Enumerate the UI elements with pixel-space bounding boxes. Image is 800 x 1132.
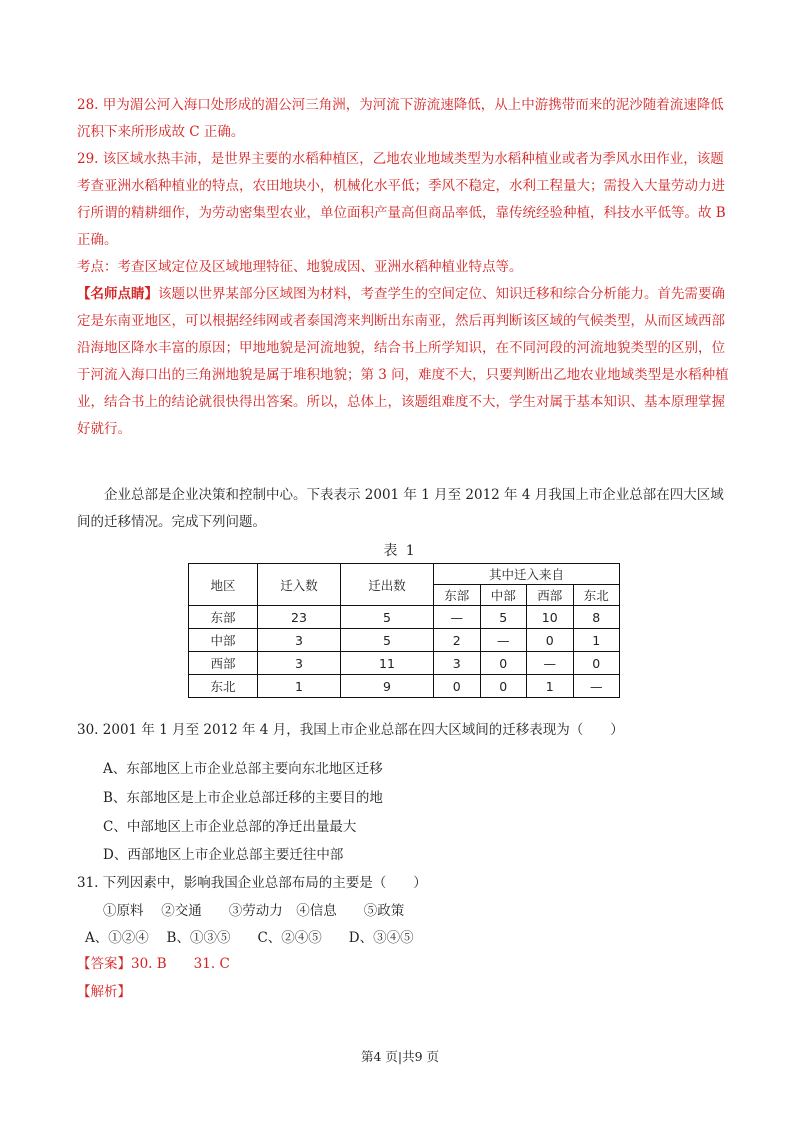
subheader-northeast: 东北 [573, 585, 620, 606]
cell: — [434, 606, 481, 629]
header-region: 地区 [189, 564, 258, 606]
page-footer: 第4 页|共9 页 [360, 1049, 440, 1064]
cell: 11 [341, 652, 434, 675]
q31-factors: ①原料 ②交通 ③劳动力 ④信息 ⑤政策 [103, 903, 405, 919]
analysis-label-text: 【解析】 [77, 984, 131, 1000]
cell: 8 [573, 606, 620, 629]
intro-paragraph: 企业总部是企业决策和控制中心。下表表示 2001 年 1 月至 2012 年 4 月我国上市企业总部在四大区域间的迁移情况。完成下列问题。 [77, 487, 724, 530]
answer-value: 30. B 31. C [131, 956, 230, 972]
cell: 0 [480, 652, 527, 675]
cell: 5 [341, 606, 434, 629]
table-row [189, 606, 620, 629]
table-title: 表 1 [383, 543, 417, 559]
explanation-kaodian: 考点：考查区域定位及区域地理特征、地貌成因、亚洲水稻种植业特点等。 [77, 259, 523, 275]
cell: 0 [573, 652, 620, 675]
cell: 1 [573, 629, 620, 652]
cell: 3 [258, 629, 341, 652]
cell: 5 [480, 606, 527, 629]
explanation-q28: 28. 甲为湄公河入海口处形成的湄公河三角洲，为河流下游流速降低，从上中游携带而来的泥沙随着流速降低沉积下来所形成故 C 正确。 [77, 97, 724, 140]
dianjing-text: 该题以世界某部分区域图为材料，考查学生的空间定位、知识迁移和综合分析能力。首先需要确定是东南亚地区，可以根据经纬网或者泰国湾来判断出东南亚，然后再判断该区域的气候类型，从而区域西部沿海地区降水丰富的原因；甲地地貌是河流地貌，结合书上所学知识，在不同河段的河流地貌类型的区别，位于河流入海口出的三角洲地貌是属于堆积地貌；第 3 问，难度不大，只要判断出乙地农业地域类型是水稻种植业，结合书上的结论就很快得出答案。所以，总体上，该题组难度不大，学生对属于基本知识、基本原理掌握好就行。 [77, 286, 729, 437]
cell: 3 [434, 652, 481, 675]
cell: 中部 [189, 629, 258, 652]
header-in: 迁入数 [258, 564, 341, 606]
answer-label: 【答案】 [77, 956, 131, 972]
cell: 9 [341, 675, 434, 698]
cell: 23 [258, 606, 341, 629]
cell: 10 [527, 606, 574, 629]
cell: 2 [434, 629, 481, 652]
cell: 东部 [189, 606, 258, 629]
q30-option-c: C、中部地区上市企业总部的净迁出量最大 [103, 819, 357, 835]
cell: 0 [527, 629, 574, 652]
table-row [189, 675, 620, 698]
q30-option-d: D、西部地区上市企业总部主要迁往中部 [103, 847, 344, 863]
subheader-central: 中部 [480, 585, 527, 606]
cell: 东北 [189, 675, 258, 698]
answer-line [77, 952, 230, 972]
table-row [189, 652, 620, 675]
header-source: 其中迁入来自 [434, 564, 620, 585]
explanation-q29: 29. 该区域水热丰沛，是世界主要的水稻种植区，乙地农业地域类型为水稻种植业或者为季风水田作业，该题考查亚洲水稻种植业的特点，农田地块小，机械化水平低；季风不稳定，水利工程量大；需投入大量劳动力进行所谓的精耕细作，为劳动密集型农业，单位面积产量高但商品率低，靠传统经验种植，科技水平低等。故 B 正确。 [77, 151, 726, 248]
cell: 1 [527, 675, 574, 698]
q31-stem: 31. 下列因素中，影响我国企业总部布局的主要是（ ） [77, 875, 427, 891]
migration-table [188, 563, 620, 698]
q30-stem: 30. 2001 年 1 月至 2012 年 4 月，我国上市企业总部在四大区域间的迁移表现为（ ） [77, 722, 624, 738]
table-row [189, 629, 620, 652]
cell: 3 [258, 652, 341, 675]
cell: 西部 [189, 652, 258, 675]
analysis-label [77, 980, 131, 1000]
dianjing-label: 【名师点睛】 [77, 286, 158, 302]
subheader-west: 西部 [527, 585, 574, 606]
q31-choices: A、①②④ B、①③⑤ C、②④⑤ D、③④⑤ [85, 930, 414, 946]
subheader-east: 东部 [434, 585, 481, 606]
cell: 0 [480, 675, 527, 698]
q30-option-b: B、东部地区是上市企业总部迁移的主要目的地 [103, 790, 383, 806]
cell: 1 [258, 675, 341, 698]
explanation-dianjing [77, 281, 737, 443]
header-out: 迁出数 [341, 564, 434, 606]
cell: — [480, 629, 527, 652]
cell: — [527, 652, 574, 675]
cell: 5 [341, 629, 434, 652]
cell: — [573, 675, 620, 698]
explanation-block [77, 92, 737, 443]
q30-option-a: A、东部地区上市企业总部主要向东北地区迁移 [103, 761, 383, 777]
cell: 0 [434, 675, 481, 698]
